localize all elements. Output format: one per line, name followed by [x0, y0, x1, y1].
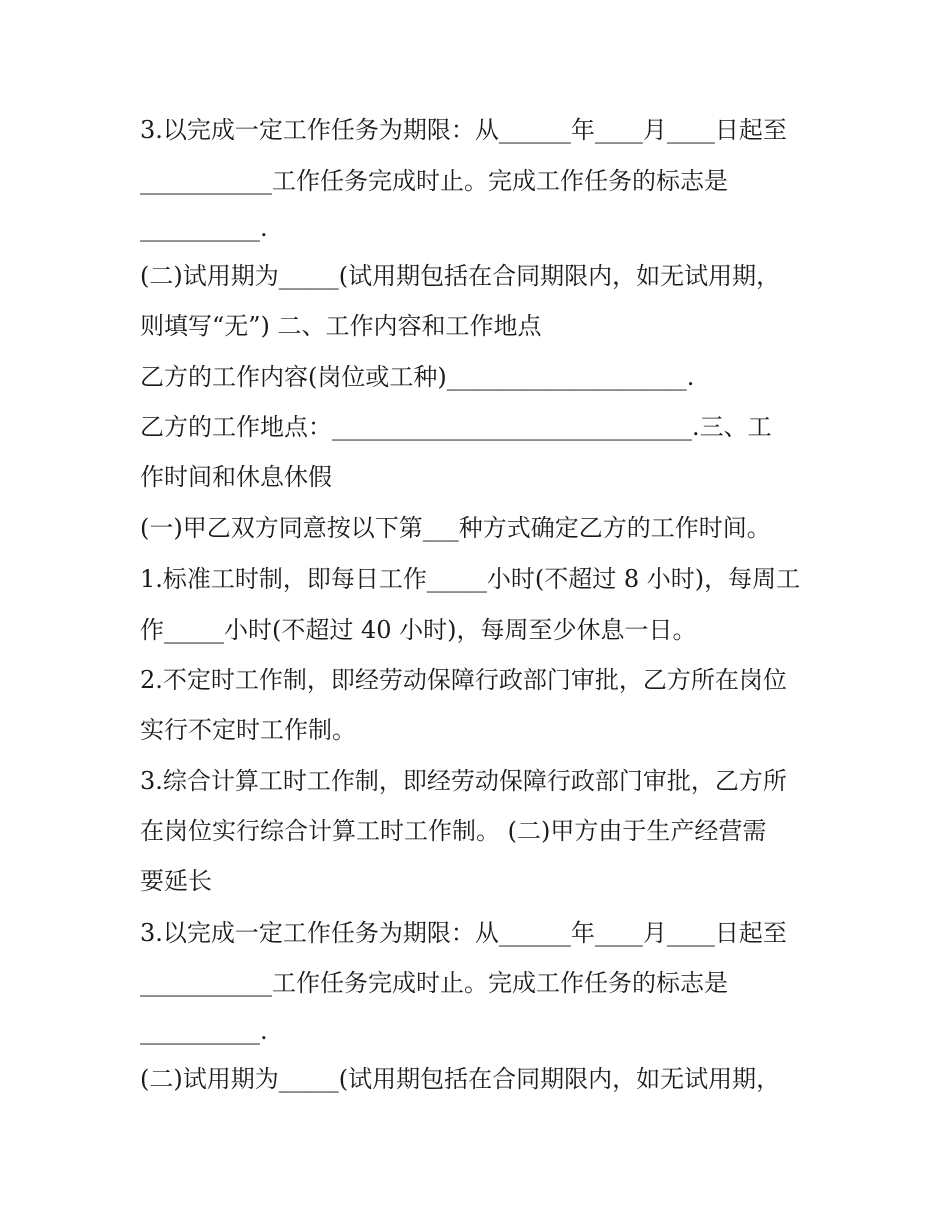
- text-line: __________.: [140, 214, 268, 242]
- text-line: 则填写“无”) 二、工作内容和工作地点: [140, 312, 542, 340]
- text-line: (一)甲乙双方同意按以下第___种方式确定乙方的工作时间。: [140, 514, 771, 542]
- text-line: 在岗位实行综合计算工时工作制。 (二)甲方由于生产经营需: [140, 817, 767, 845]
- text-line: 1.标准工时制，即每日工作_____小时(不超过 8 小时)，每周工: [140, 565, 801, 593]
- text-line: 要延长: [140, 867, 212, 895]
- text-line: __________.: [140, 1017, 268, 1045]
- text-line: 乙方的工作内容(岗位或工种)____________________.: [140, 363, 695, 391]
- text-line: 3.综合计算工时工作制，即经劳动保障行政部门审批，乙方所: [140, 767, 787, 795]
- text-line: (二)试用期为_____(试用期包括在合同期限内，如无试用期，: [140, 262, 781, 290]
- text-line: 3.以完成一定工作任务为期限：从______年____月____日起至: [140, 919, 787, 947]
- text-line: ___________工作任务完成时止。完成工作任务的标志是: [140, 969, 728, 997]
- text-line: (二)试用期为_____(试用期包括在合同期限内，如无试用期，: [140, 1065, 781, 1093]
- text-line: 实行不定时工作制。: [140, 716, 356, 744]
- text-line: 3.以完成一定工作任务为期限：从______年____月____日起至: [140, 116, 787, 144]
- text-line: 2.不定时工作制，即经劳动保障行政部门审批，乙方所在岗位: [140, 666, 787, 694]
- text-line: 乙方的工作地点：______________________________.三、工: [140, 413, 772, 441]
- text-line: 作_____小时(不超过 40 小时)，每周至少休息一日。: [140, 616, 697, 644]
- text-line: ___________工作任务完成时止。完成工作任务的标志是: [140, 167, 728, 195]
- text-line: 作时间和休息休假: [140, 463, 332, 491]
